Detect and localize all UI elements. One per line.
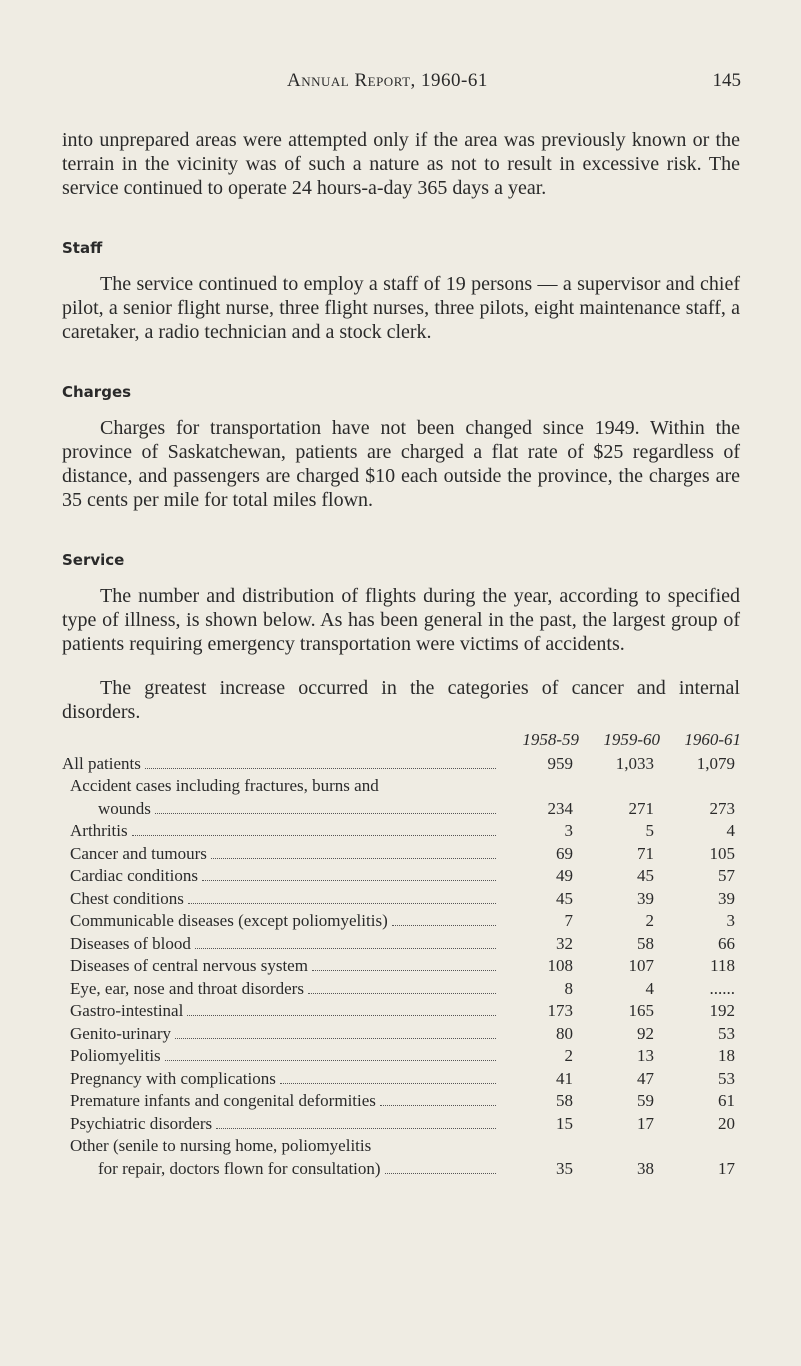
flights-by-illness-table xyxy=(62,728,741,1180)
table-row xyxy=(62,1023,741,1046)
row-label: Pregnancy with complications xyxy=(70,1068,276,1088)
cell-value: 234 xyxy=(547,798,573,818)
cell-value: 959 xyxy=(547,753,573,773)
cell-value: 17 xyxy=(637,1113,654,1133)
charges-paragraph: Charges for transportation have not been changed since 1949. Within the province of Saskatchewan, patients are charged a flat rate of $25 regardless of distance, and passengers are charged $10 each outside the province, the charges are 35 cents per mile for total miles flown. xyxy=(62,417,740,511)
cell-value: 59 xyxy=(637,1091,654,1110)
cell-value: 271 xyxy=(628,798,654,818)
cell-value: 8 xyxy=(564,978,573,998)
cell-value: 45 xyxy=(637,866,654,885)
table-row xyxy=(62,1090,741,1113)
table-row xyxy=(62,1135,741,1158)
cell-value: 41 xyxy=(556,1068,573,1088)
table-row xyxy=(62,753,741,776)
row-label: Premature infants and congenital deformities xyxy=(70,1091,376,1110)
row-label: Diseases of central nervous system xyxy=(70,956,308,975)
cell-value: 32 xyxy=(556,933,573,953)
table-header-row xyxy=(62,728,741,753)
cell-value: 118 xyxy=(710,956,735,975)
cell-value: 4 xyxy=(726,821,735,840)
intro-paragraph: into unprepared areas were attempted only if the area was previously known or the terrain in the vicinity was of such a nature as not to result in excessive risk. The service continued to operate 24 hours-a-day 365 days a year. xyxy=(62,129,740,199)
cell-value: 18 xyxy=(718,1046,735,1065)
cell-value: 107 xyxy=(628,956,654,975)
page-number: 145 xyxy=(712,70,741,91)
cell-value: 39 xyxy=(637,888,654,908)
running-header xyxy=(0,70,801,94)
table-row xyxy=(62,820,741,843)
cell-value: 5 xyxy=(645,821,654,840)
cell-value: 165 xyxy=(628,1001,654,1020)
cell-value: 58 xyxy=(556,1091,573,1110)
cell-value: 173 xyxy=(547,1001,573,1020)
cell-value: 13 xyxy=(637,1046,654,1065)
table-row xyxy=(62,865,741,888)
cell-value: 47 xyxy=(637,1068,654,1088)
row-label: Cancer and tumours xyxy=(70,843,207,863)
cell-value: 69 xyxy=(556,843,573,863)
cell-value: 1,079 xyxy=(696,753,735,773)
row-label: Eye, ear, nose and throat disorders xyxy=(70,978,304,998)
body-text xyxy=(62,128,740,724)
header-title: Annual Report, 1960-61 xyxy=(287,70,488,91)
row-label: Arthritis xyxy=(70,821,128,840)
cell-value: 4 xyxy=(645,978,654,998)
table-row xyxy=(62,1113,741,1136)
cell-value: 53 xyxy=(718,1068,735,1088)
table-row xyxy=(62,955,741,978)
table-row xyxy=(62,888,741,911)
cell-value: 71 xyxy=(637,843,654,863)
cell-value: ...... xyxy=(709,978,735,998)
cell-value: 3 xyxy=(564,821,573,840)
table-row-continuation xyxy=(62,798,741,821)
cell-value: 108 xyxy=(547,956,573,975)
table-row xyxy=(62,910,741,933)
section-heading-service: Service xyxy=(62,551,125,569)
cell-value: 66 xyxy=(718,933,735,953)
cell-value: 53 xyxy=(718,1023,735,1043)
cell-value: 3 xyxy=(726,911,735,930)
cell-value: 35 xyxy=(556,1158,573,1178)
cell-value: 105 xyxy=(709,843,735,863)
row-label: Genito-urinary xyxy=(70,1023,172,1043)
staff-paragraph: The service continued to employ a staff of 19 persons — a supervisor and chief pilot, a senior flight nurse, three flight nurses, three pilots, eight maintenance staff, a caretaker, a radio technician and a stock clerk. xyxy=(62,273,740,343)
cell-value: 17 xyxy=(718,1158,735,1178)
row-label: Other (senile to nursing home, poliomyelitis xyxy=(70,1136,372,1155)
table-row xyxy=(62,775,741,798)
cell-value: 7 xyxy=(564,911,573,930)
table-row xyxy=(62,933,741,956)
row-label-continued: wounds xyxy=(98,798,151,818)
table-row xyxy=(62,843,741,866)
column-header: 1960-61 xyxy=(684,730,741,749)
cell-value: 15 xyxy=(556,1113,573,1133)
cell-value: 80 xyxy=(556,1023,573,1043)
cell-value: 39 xyxy=(718,888,735,908)
cell-value: 49 xyxy=(556,866,573,885)
service-paragraph-1: The number and distribution of flights during the year, according to specified type of illness, is shown below. As has been general in the past, the largest group of patients requiring emergency transportation were victims of accidents. xyxy=(62,585,740,655)
cell-value: 38 xyxy=(637,1158,654,1178)
table-row xyxy=(62,978,741,1001)
table-row xyxy=(62,1045,741,1068)
cell-value: 192 xyxy=(709,1001,735,1020)
cell-value: 45 xyxy=(556,888,573,908)
table-row-continuation xyxy=(62,1158,741,1181)
table-row xyxy=(62,1000,741,1023)
service-paragraph-2: The greatest increase occurred in the categories of cancer and internal disorders. xyxy=(62,677,740,723)
cell-value: 58 xyxy=(637,933,654,953)
row-label: Diseases of blood xyxy=(70,933,191,953)
cell-value: 273 xyxy=(709,798,735,818)
row-label-continued: for repair, doctors flown for consultation) xyxy=(98,1158,381,1178)
column-header: 1958-59 xyxy=(522,730,579,749)
column-header: 1959-60 xyxy=(603,730,660,749)
cell-value: 2 xyxy=(645,911,654,930)
row-label: Cardiac conditions xyxy=(70,866,198,885)
row-label: Poliomyelitis xyxy=(70,1046,161,1065)
row-label: Chest conditions xyxy=(70,888,184,908)
row-label: Psychiatric disorders xyxy=(70,1113,213,1133)
cell-value: 57 xyxy=(718,866,735,885)
cell-value: 1,033 xyxy=(615,753,654,773)
row-label: All patients xyxy=(62,753,141,773)
cell-value: 92 xyxy=(637,1023,654,1043)
cell-value: 2 xyxy=(564,1046,573,1065)
section-heading-charges: Charges xyxy=(62,383,132,401)
cell-value: 20 xyxy=(718,1113,735,1133)
section-heading-staff: Staff xyxy=(62,239,103,257)
row-label: Gastro-intestinal xyxy=(70,1001,184,1020)
cell-value: 61 xyxy=(718,1091,735,1110)
row-label: Communicable diseases (except poliomyelitis) xyxy=(70,911,388,930)
row-label: Accident cases including fractures, burns and xyxy=(70,776,379,795)
table-row xyxy=(62,1068,741,1091)
